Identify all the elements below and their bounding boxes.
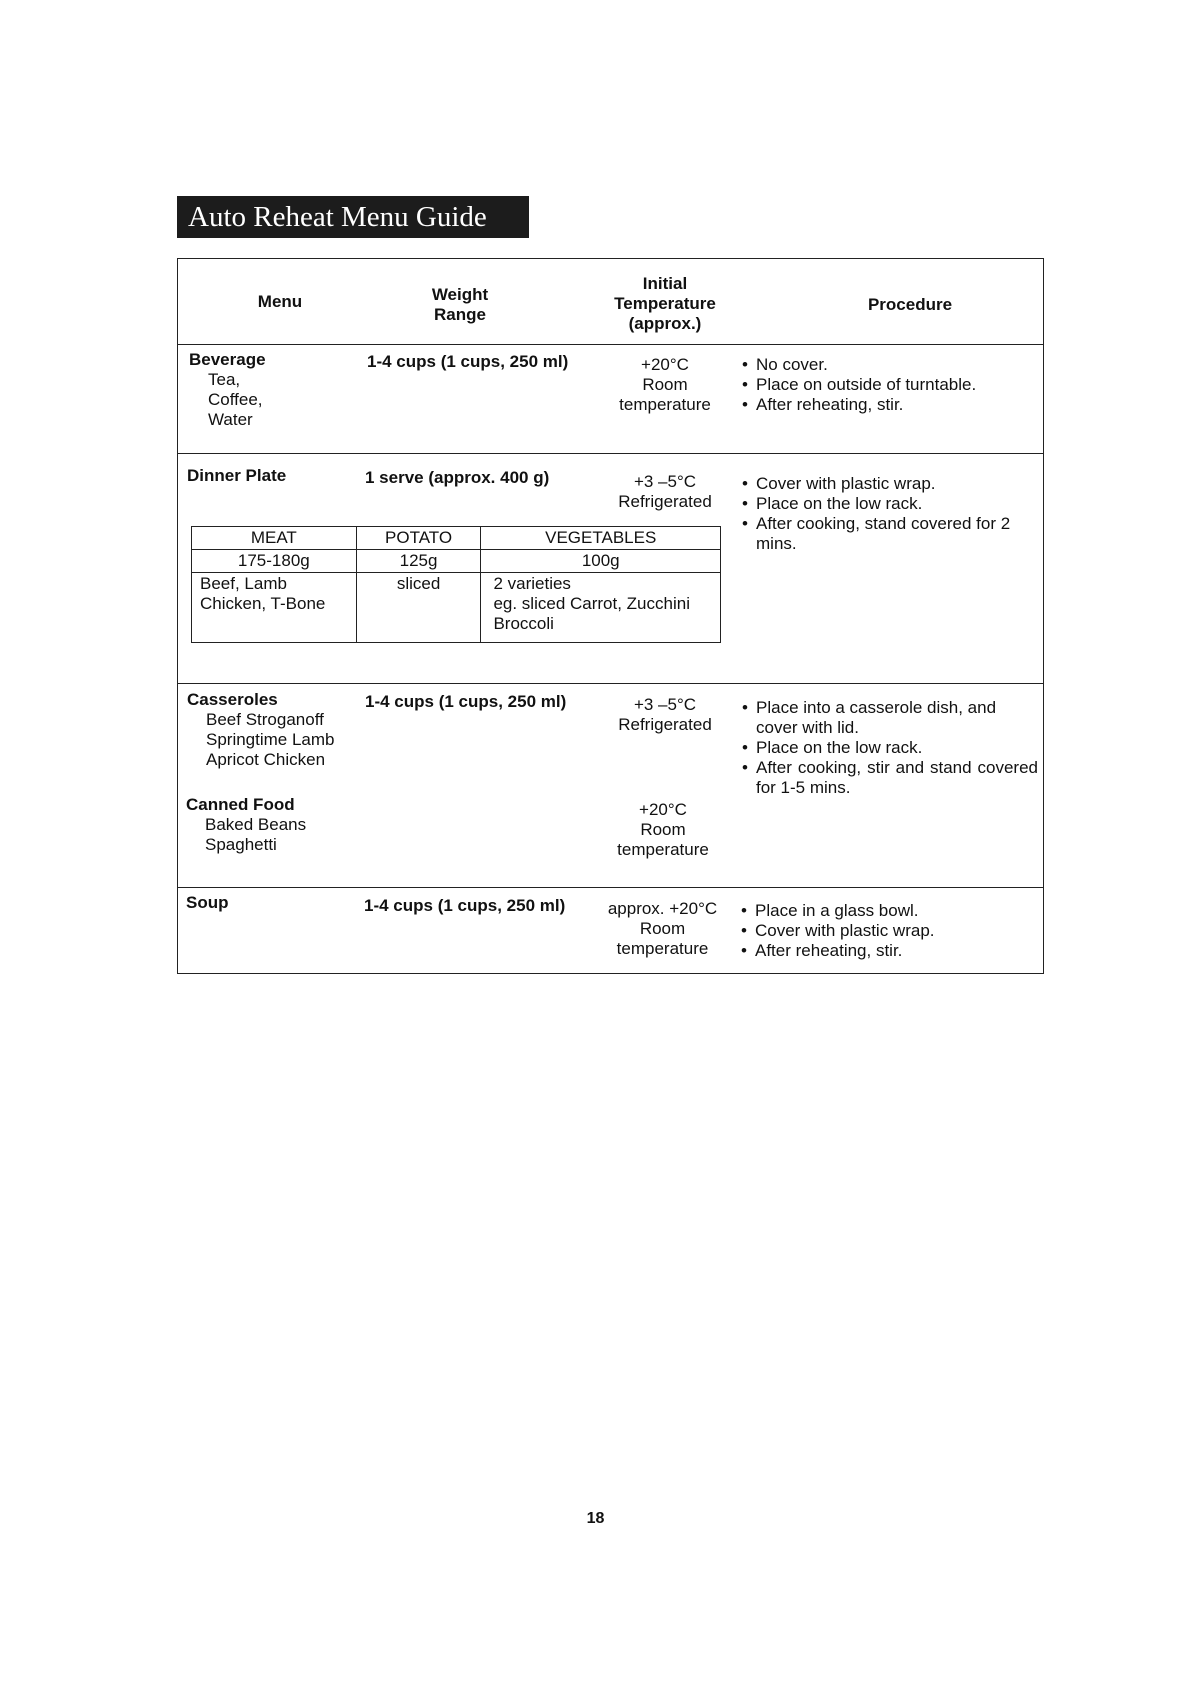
temp-line: Refrigerated [618,715,712,734]
header-temp-line2: Temperature [614,294,716,313]
casseroles-procedure [740,698,1038,798]
vegetables-line: 2 varieties [493,574,571,593]
canned-food-item: Baked Beans [205,815,307,834]
table-header-potato: POTATO [356,527,481,550]
beverage-item: Tea, [208,370,241,389]
page-number: 18 [586,1510,605,1527]
casseroles-category: Casseroles [187,690,278,709]
beverage-procedure [740,355,1030,415]
row-divider-dinner [177,683,1044,684]
temp-line: approx. +20°C [607,899,718,918]
procedure-step: • Cover with plastic wrap. [740,474,1040,494]
dinner-plate-category: Dinner Plate [187,466,287,485]
procedure-step: • After reheating, stir. [740,395,1030,415]
table-cell-vegetables [481,573,721,643]
table-header-vegetables: VEGETABLES [481,527,721,550]
header-divider [177,344,1044,345]
beverage-item: Water [208,410,253,429]
header-temp-line1: Initial [642,274,688,293]
table-cell: 100g [481,550,721,573]
procedure-step: • After cooking, stir and stand covered for 1-5 mins. [740,758,1038,798]
soup-category: Soup [186,893,229,912]
temp-line: Room [642,375,688,394]
temp-line: +20°C [639,800,687,819]
temp-line: Refrigerated [618,492,712,511]
temp-line: Room [640,820,686,839]
casseroles-item: Beef Stroganoff [206,710,324,729]
beverage-item: Coffee, [208,390,263,409]
meat-line: Chicken, T-Bone [200,594,326,613]
table-row [192,573,721,643]
beverage-temperature [595,355,735,415]
procedure-step: • After reheating, stir. [739,941,1029,961]
procedure-step: • After cooking, stand covered for 2 mins. [740,514,1040,554]
casseroles-weight: 1-4 cups (1 cups, 250 ml) [365,692,567,711]
header-temp-line3: (approx.) [628,314,702,333]
temp-line: +20°C [641,355,689,374]
temp-line: +3 –5°C [633,472,697,491]
casseroles-temperature [595,695,735,735]
dinner-plate-procedure [740,474,1040,554]
dinner-plate-temperature [595,472,735,512]
temp-line: temperature [619,395,711,414]
temp-line: Room [639,919,686,938]
casseroles-item: Springtime Lamb [206,730,335,749]
procedure-step: • Cover with plastic wrap. [739,921,1029,941]
dinner-plate-composition-table [191,526,721,643]
row-divider-beverage [177,453,1044,454]
table-row [192,527,721,550]
soup-weight: 1-4 cups (1 cups, 250 ml) [364,896,566,915]
header-weight-line: Weight [431,285,489,304]
procedure-step: • No cover. [740,355,1030,375]
soup-procedure [739,901,1029,961]
header-range-line: Range [434,305,486,324]
soup-temperature [590,899,735,959]
canned-food-temperature [593,800,733,860]
table-header-meat: MEAT [192,527,357,550]
casseroles-item: Apricot Chicken [206,750,326,769]
beverage-category: Beverage [189,350,266,369]
table-cell-meat [192,573,357,643]
row-divider-casseroles [177,887,1044,888]
header-procedure: Procedure [867,295,953,314]
header-menu: Menu [257,292,303,311]
table-row [192,550,721,573]
meat-line: Beef, Lamb [200,574,287,593]
table-cell: 125g [356,550,481,573]
canned-food-menu [186,795,306,855]
vegetables-line: Broccoli [493,614,554,633]
table-cell: 175-180g [192,550,357,573]
vegetables-line: eg. sliced Carrot, Zucchini [493,594,690,613]
dinner-plate-weight: 1 serve (approx. 400 g) [365,468,550,487]
beverage-weight: 1-4 cups (1 cups, 250 ml) [367,352,569,371]
procedure-step: • Place on the low rack. [740,494,1040,514]
casseroles-menu [187,690,335,770]
temp-line: temperature [616,939,709,958]
page-title: Auto Reheat Menu Guide [177,196,529,238]
canned-food-item: Spaghetti [205,835,277,854]
temp-line: temperature [617,840,709,859]
procedure-step: • Place in a glass bowl. [739,901,1029,921]
header-weight-range [405,285,515,325]
procedure-step: • Place on outside of turntable. [740,375,1030,395]
header-initial-temperature [595,274,735,334]
beverage-menu [189,350,266,430]
table-cell-potato: sliced [356,573,481,643]
canned-food-category: Canned Food [186,795,295,814]
procedure-step: • Place on the low rack. [740,738,1038,758]
procedure-step: • Place into a casserole dish, and cover with lid. [740,698,1038,738]
temp-line: +3 –5°C [633,695,697,714]
